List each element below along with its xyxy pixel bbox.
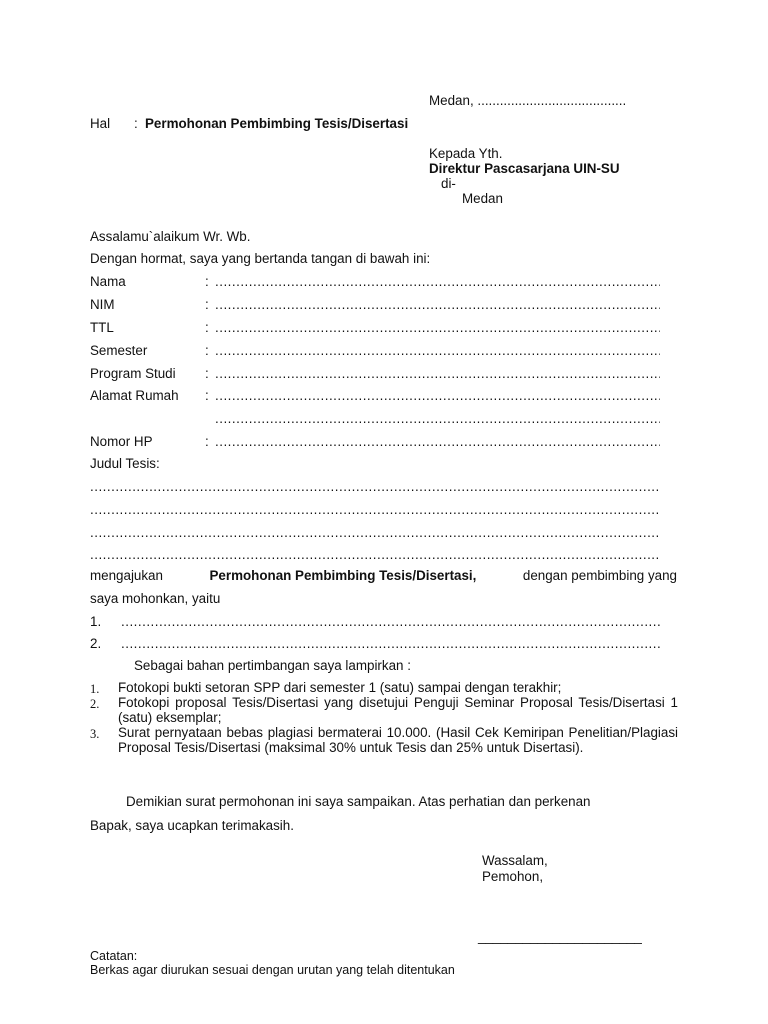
note-label: Catatan:: [90, 949, 138, 963]
field-colon: :: [205, 343, 209, 358]
greeting: Assalamu`alaikum Wr. Wb.: [90, 229, 251, 244]
field-blank[interactable]: [215, 297, 660, 312]
field-colon: :: [205, 320, 209, 335]
thesis-blank-line[interactable]: [90, 502, 660, 517]
field-blank[interactable]: [215, 366, 660, 381]
request-before: mengajukan: [90, 568, 163, 583]
thesis-blank-line[interactable]: [90, 525, 660, 540]
attach-intro: Sebagai bahan pertimbangan saya lampirkan :: [134, 658, 411, 673]
recipient-line2: Direktur Pascasarjana UIN-SU: [429, 161, 620, 176]
signature-line[interactable]: ______________________: [478, 929, 642, 944]
recipient-line3: di-: [441, 176, 456, 191]
closing-line2: Bapak, saya ucapkan terimakasih.: [90, 818, 294, 833]
field-colon: :: [205, 388, 209, 403]
field-label: Nomor HP: [90, 434, 153, 449]
request-after: dengan pembimbing yang: [522, 568, 677, 583]
subject-colon: :: [134, 116, 138, 131]
note-text: Berkas agar diurukan sesuai dengan urutan yang telah ditentukan: [90, 963, 455, 977]
supervisor-number: 1.: [90, 614, 102, 629]
field-blank[interactable]: [215, 320, 660, 335]
closing-line1: Demikian surat permohonan ini saya sampaikan. Atas perhatian dan perkenan: [126, 794, 591, 809]
field-label: Alamat Rumah: [90, 388, 179, 403]
field-label: Nama: [90, 274, 126, 289]
request-line1: [90, 568, 677, 583]
field-blank[interactable]: [215, 434, 660, 449]
field-blank[interactable]: [215, 274, 660, 289]
field-colon: :: [205, 274, 209, 289]
subject-text: Permohonan Pembimbing Tesis/Disertasi: [145, 116, 409, 131]
place-date: Medan, ........................................: [429, 93, 627, 108]
attachment-text: Fotokopi proposal Tesis/Disertasi yang disetujui Penguji Seminar Proposal Tesis/Disertasi 1 (satu) eksemplar;: [118, 695, 678, 725]
request-line2: saya mohonkan, yaitu: [90, 591, 221, 606]
attachment-text: Surat pernyataan bebas plagiasi bermaterai 10.000. (Hasil Cek Kemiripan Penelitian/Plagiasi Proposal Tesis/Disertasi (maksimal 30% untuk Tesis dan 25% untuk Disertasi).: [118, 725, 678, 755]
recipient-line1: Kepada Yth.: [429, 146, 503, 161]
attachment-number: 3.: [90, 727, 100, 741]
supervisor-number: 2.: [90, 636, 102, 651]
field-blank[interactable]: [215, 388, 660, 403]
thesis-blank-line[interactable]: [90, 479, 660, 494]
attachment-number: 2.: [90, 697, 100, 711]
supervisor-blank[interactable]: [121, 636, 660, 651]
field-colon: :: [205, 366, 209, 381]
recipient-line4: Medan: [462, 191, 503, 206]
field-blank[interactable]: [215, 343, 660, 358]
field-colon: :: [205, 297, 209, 312]
field-label: TTL: [90, 320, 114, 335]
thesis-blank-line[interactable]: [90, 547, 660, 562]
supervisor-blank[interactable]: [121, 614, 660, 629]
request-bold: Permohonan Pembimbing Tesis/Disertasi,: [209, 568, 477, 583]
attachment-number: 1.: [90, 682, 100, 696]
field-label: Program Studi: [90, 366, 176, 381]
thesis-label: Judul Tesis:: [90, 456, 160, 471]
intro: Dengan hormat, saya yang bertanda tangan di bawah ini:: [90, 251, 431, 266]
field-blank[interactable]: [215, 411, 660, 426]
field-label: Semester: [90, 343, 148, 358]
attachment-text: Fotokopi bukti setoran SPP dari semester 1 (satu) sampai dengan terakhir;: [118, 680, 562, 695]
signoff-pemohon: Pemohon,: [482, 869, 544, 884]
subject-label: Hal: [90, 116, 111, 131]
field-label: NIM: [90, 297, 115, 312]
field-colon: :: [205, 434, 209, 449]
signoff-wassalam: Wassalam,: [482, 853, 548, 868]
